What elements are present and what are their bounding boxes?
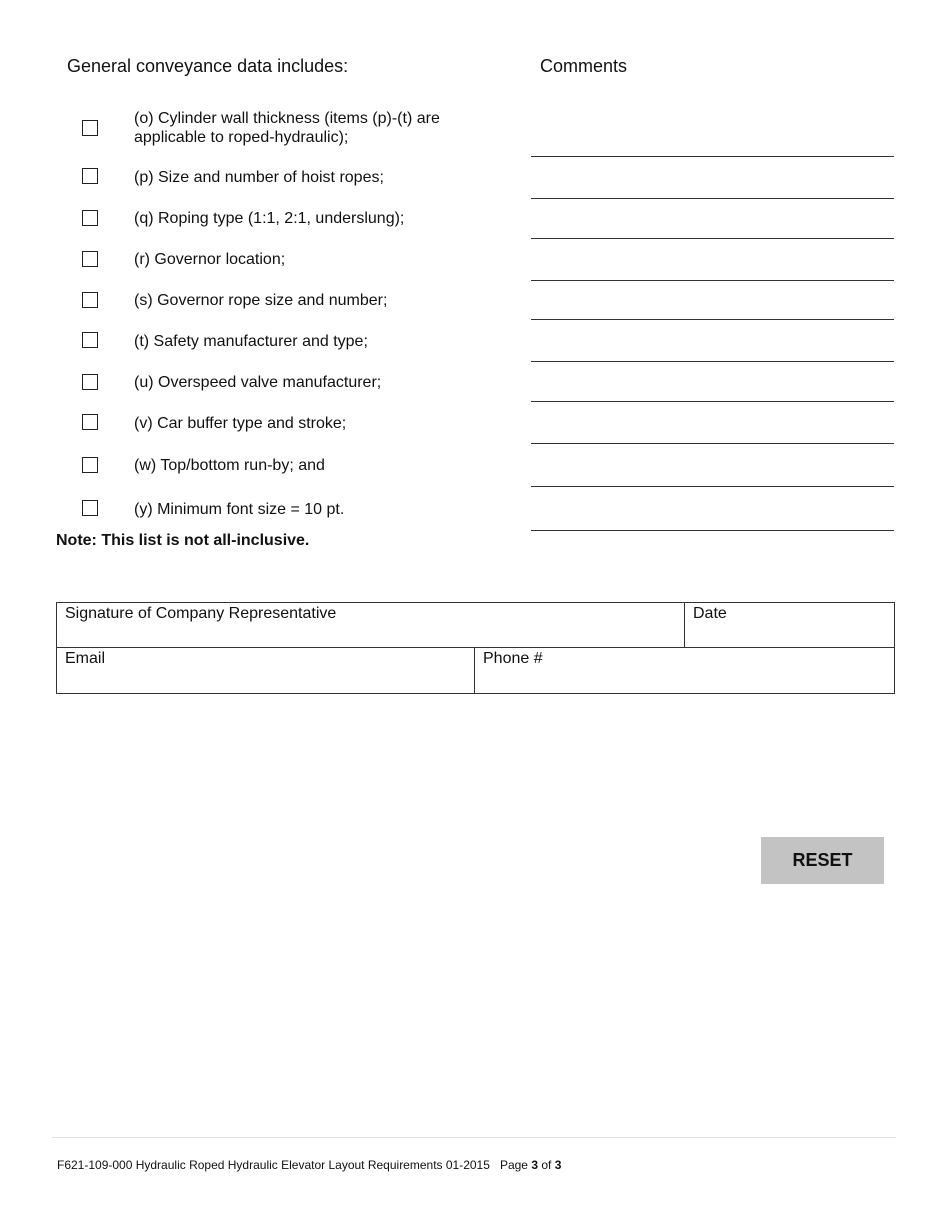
item-label: (r) Governor location;: [134, 251, 286, 268]
item-label: (q) Roping type (1:1, 2:1, underslung);: [134, 210, 405, 227]
item-label: (v) Car buffer type and stroke;: [134, 415, 347, 432]
signature-field[interactable]: [57, 603, 685, 648]
phone-label: Phone #: [483, 650, 543, 667]
item-label: (w) Top/bottom run-by; and: [134, 457, 325, 474]
email-field[interactable]: [57, 648, 475, 693]
item-checkbox[interactable]: [82, 168, 98, 184]
signature-label: Signature of Company Representative: [65, 605, 337, 622]
signature-table: [56, 602, 895, 694]
comment-field[interactable]: [531, 530, 894, 531]
comment-field[interactable]: [531, 280, 894, 281]
form-number-text: F621-109-000 Hydraulic Roped Hydraulic Elevator Layout Requirements 01-2015: [57, 1158, 490, 1172]
of-word: of: [541, 1158, 552, 1172]
footer: [57, 1158, 561, 1172]
comment-field[interactable]: [531, 156, 894, 157]
item-label: (p) Size and number of hoist ropes;: [134, 169, 384, 186]
item-checkbox[interactable]: [82, 120, 98, 136]
item-checkbox[interactable]: [82, 332, 98, 348]
comment-field[interactable]: [531, 361, 894, 362]
comments-title: Comments: [540, 56, 628, 76]
reset-button[interactable]: RESET: [761, 837, 884, 884]
page-word: Page: [499, 1158, 528, 1172]
item-label: (y) Minimum font size = 10 pt.: [134, 501, 345, 518]
section-title: General conveyance data includes:: [67, 56, 349, 76]
item-checkbox[interactable]: [82, 457, 98, 473]
item-checkbox[interactable]: [82, 414, 98, 430]
note-text: Note: This list is not all-inclusive.: [56, 532, 310, 549]
item-label: (t) Safety manufacturer and type;: [134, 333, 368, 350]
date-label: Date: [693, 605, 727, 622]
item-checkbox[interactable]: [82, 374, 98, 390]
item-checkbox[interactable]: [82, 500, 98, 516]
footer-divider: [52, 1137, 896, 1138]
item-checkbox[interactable]: [82, 292, 98, 308]
date-field[interactable]: [685, 603, 894, 648]
item-checkbox[interactable]: [82, 210, 98, 226]
item-label: (s) Governor rope size and number;: [134, 292, 388, 309]
comment-field[interactable]: [531, 443, 894, 444]
item-label: (o) Cylinder wall thickness (items (p)-(t) are applicable to roped-hydraulic);: [134, 110, 440, 146]
email-label: Email: [65, 650, 106, 667]
page-current: 3: [531, 1158, 538, 1172]
comment-field[interactable]: [531, 319, 894, 320]
phone-field[interactable]: [475, 648, 894, 693]
comment-field[interactable]: [531, 238, 894, 239]
comment-field[interactable]: [531, 401, 894, 402]
item-label: (u) Overspeed valve manufacturer;: [134, 374, 382, 391]
page-total: 3: [554, 1158, 562, 1172]
item-checkbox[interactable]: [82, 251, 98, 267]
comment-field[interactable]: [531, 486, 894, 487]
comment-field[interactable]: [531, 198, 894, 199]
